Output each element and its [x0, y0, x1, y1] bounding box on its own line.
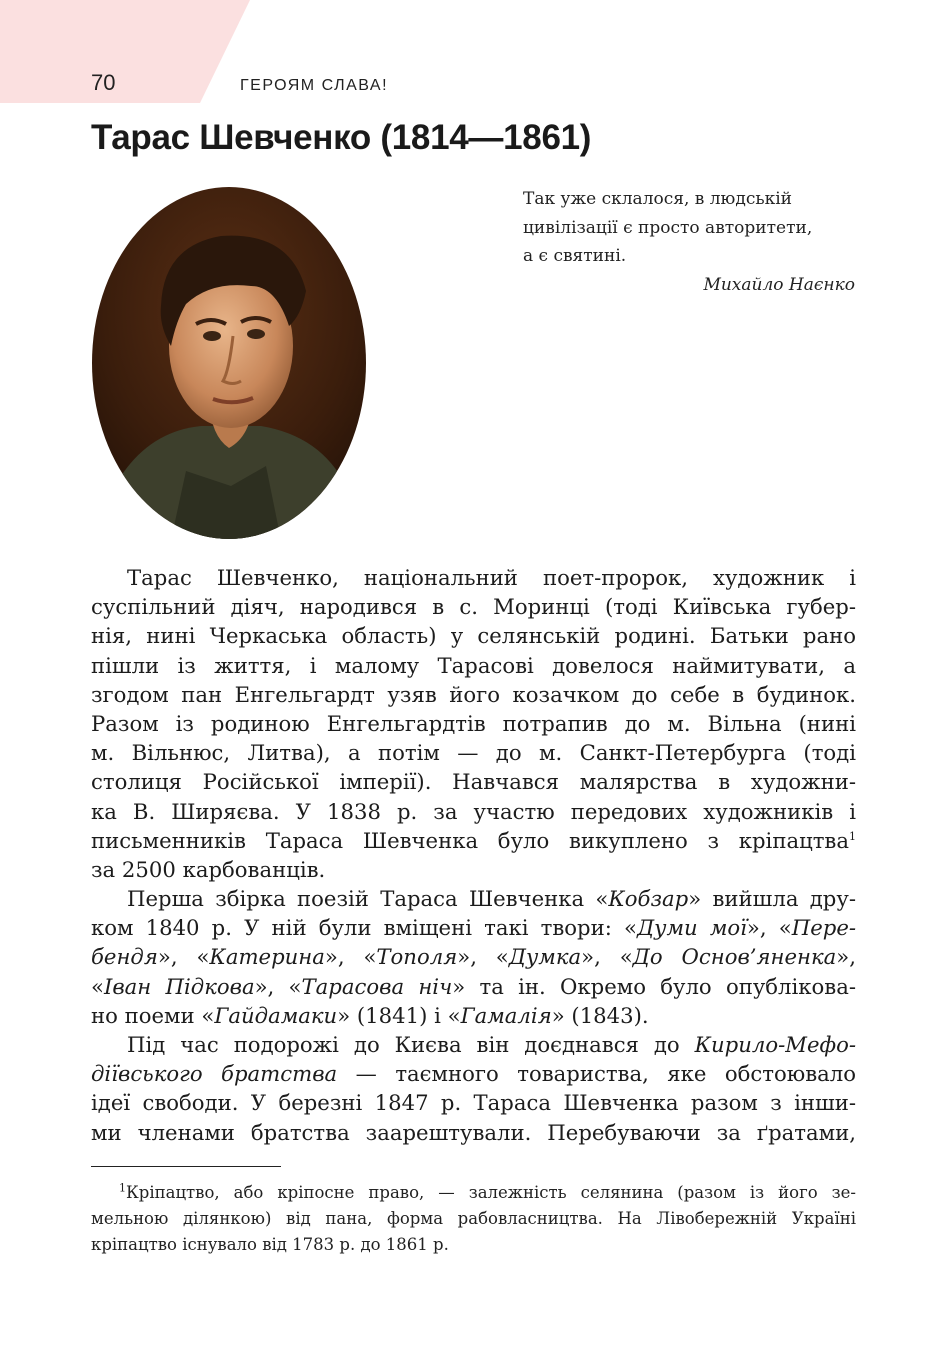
footnote-line: кріпацтво існувало від 1783 р. до 1861 р.: [91, 1235, 449, 1254]
text-run: «: [91, 973, 104, 999]
footnote: [91, 1180, 856, 1258]
text-run: », «: [157, 944, 210, 970]
text-line: згодом пан Енгельгардт узяв його козачком до себе в будинок.: [91, 681, 856, 707]
text-run: », «: [746, 915, 792, 941]
work-title: Іван Підкова: [103, 973, 255, 999]
portrait-image: [91, 186, 367, 540]
footnote-mark: 1: [119, 1181, 126, 1195]
text-run: Перша збірка поезій Тараса Шевченка «: [127, 886, 609, 912]
footnote-reference: 1: [849, 829, 856, 843]
header-accent-shape: [0, 0, 250, 103]
text-run: письменників Тараса Шевченка було викуплено з кріпацтва: [91, 827, 849, 853]
text-line: [91, 1059, 856, 1088]
work-title: Пере-: [791, 915, 857, 941]
text-run: » (1843).: [551, 1002, 649, 1028]
epigraph-line: цивілізації є просто авторитети,: [523, 217, 813, 238]
text-line: за 2500 карбованців.: [91, 856, 326, 882]
page-title: Тарас Шевченко (1814—1861): [91, 118, 592, 157]
text-line: [91, 972, 856, 1001]
work-title: Катерина: [209, 944, 325, 970]
text-line: [91, 942, 856, 971]
text-line: пішли із життя, і малому Тарасові довелося наймитувати, а: [91, 652, 856, 678]
text-line: суспільний діяч, народився в с. Моринці (тоді Київська губер-: [91, 594, 856, 620]
text-run: но поеми «: [91, 1002, 215, 1028]
book-title: Кобзар: [608, 886, 689, 912]
text-line: [91, 1001, 856, 1030]
work-title: Гамалія: [460, 1002, 552, 1028]
text-line: [91, 884, 856, 913]
text-run: ком 1840 р. У ній були вміщені такі твори: «: [91, 915, 637, 941]
text-line: [91, 913, 856, 942]
text-line: столиця Російської імперії). Навчався малярства в художни-: [91, 769, 856, 795]
emphasis: Кирило-Мефо-: [694, 1032, 856, 1057]
emphasis: діївського братства: [91, 1061, 338, 1087]
text-line: ка В. Ширяєва. У 1838 р. за участю передових художників і: [91, 798, 856, 824]
text-run: Кріпацтво, або кріпосне право, — залежність селянина (разом із його зе-: [126, 1183, 856, 1202]
text-line: Разом із родиною Енгельгардтів потрапив до м. Вільна (нині: [91, 710, 856, 736]
page-number: 70: [91, 70, 116, 95]
work-title: Думка: [508, 944, 582, 970]
text-line: [91, 1030, 856, 1059]
footnote-line: мельною ділянкою) від пана, форма рабовласництва. На Лівобережній Україні: [91, 1209, 856, 1228]
work-title: Тарасова ніч: [301, 973, 453, 999]
text-line: ідеї свободи. У березні 1847 р. Тараса Шевченка разом з інши-: [91, 1090, 856, 1116]
body-text: [91, 563, 856, 1147]
text-line: м. Вільнюс, Литва), а потім — до м. Санкт-Петербурга (тоді: [91, 740, 856, 766]
text-run: », «: [581, 944, 633, 970]
text-line: нія, нині Черкаська область) у селянській родині. Батьки рано: [91, 623, 856, 649]
text-line: ми членами братства заарештували. Перебуваючи за ґратами,: [91, 1119, 856, 1145]
text-run: », «: [254, 973, 302, 999]
text-line: Тарас Шевченко, національний поет-пророк, художник і: [127, 565, 856, 590]
footnote-line: [91, 1180, 856, 1206]
text-run: » та ін. Окремо було опубліковa-: [452, 973, 856, 999]
text-run: » вийшла дру-: [688, 886, 856, 912]
text-run: — таємного товариства, яке обстоювало: [337, 1061, 856, 1087]
work-title: До Основ’яненка: [632, 944, 837, 970]
epigraph-author: Михайло Наєнко: [703, 274, 855, 295]
text-run: », «: [324, 944, 377, 970]
footnote-divider: [91, 1166, 281, 1167]
epigraph-line: а є святині.: [523, 246, 627, 266]
epigraph: [523, 185, 863, 299]
work-title: Гайдамаки: [214, 1002, 338, 1028]
text-line: [91, 826, 856, 855]
running-header: ГЕРОЯМ СЛАВА!: [240, 77, 389, 94]
work-title: Тополя: [376, 944, 458, 970]
work-title: Думи мої: [636, 915, 747, 941]
text-run: » (1841) і «: [337, 1002, 461, 1028]
work-title: бендя: [91, 944, 158, 970]
text-run: Під час подорожі до Києва він доєднався до: [127, 1032, 695, 1057]
text-run: »,: [836, 944, 856, 970]
epigraph-line: Так уже склалося, в людській: [523, 189, 792, 209]
text-run: », «: [457, 944, 509, 970]
